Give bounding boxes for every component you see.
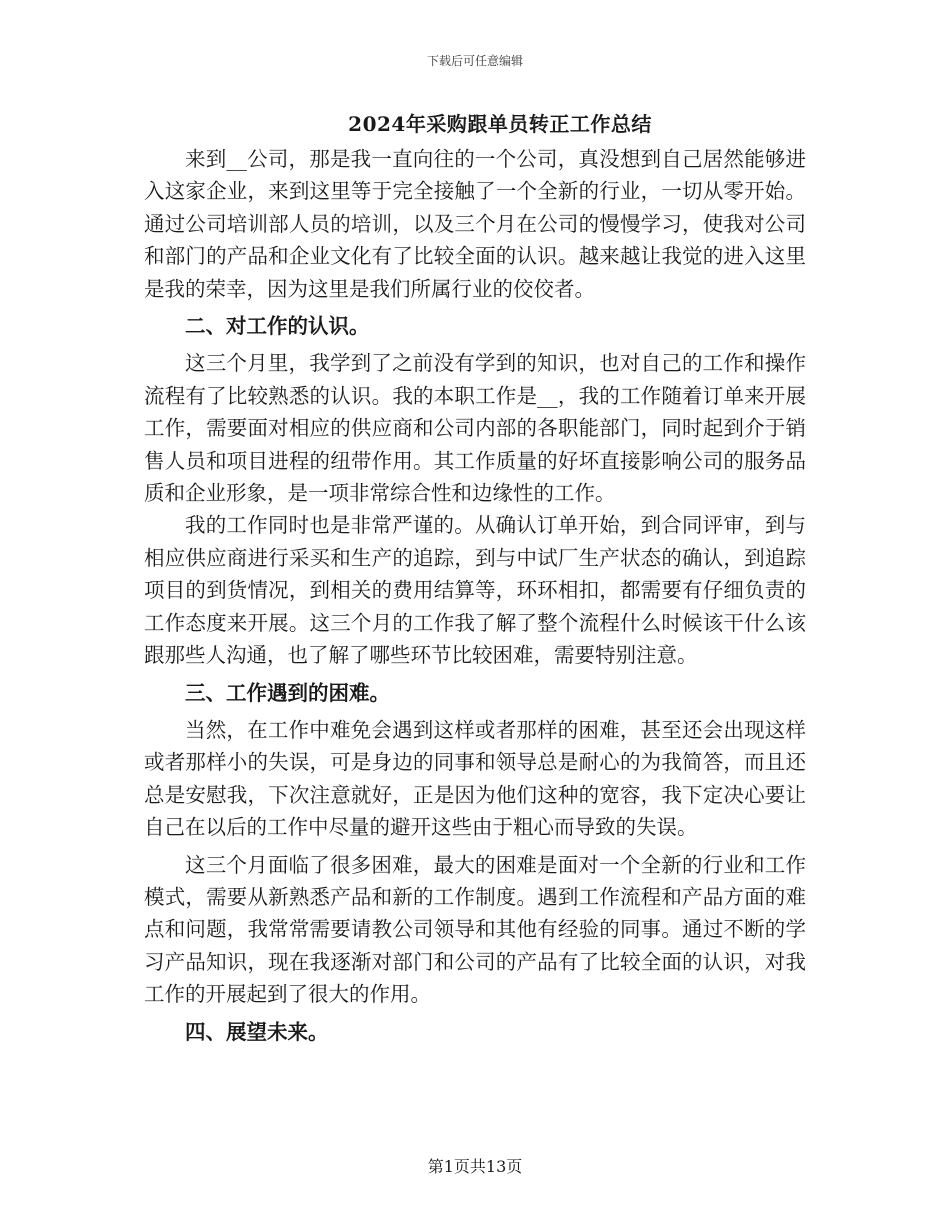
paragraph-mistakes: 当然，在工作中难免会遇到这样或者那样的困难，甚至还会出现这样或者那样小的失误，可是身边的同事和领导总是耐心的为我简答，而且还总是安慰我，下次注意就好，正是因为他们这种的宽容，我下定决心要让自己在以后的工作中尽量的避开这些由于粗心而导致的失误。	[144, 717, 806, 840]
document-body	[144, 143, 806, 1048]
paragraph-learning: 这三个月里，我学到了之前没有学到的知识，也对自己的工作和操作流程有了比较熟悉的认识。我的本职工作是__，我的工作随着订单来开展工作，需要面对相应的供应商和公司内部的各职能部门，同时起到介于销售人员和项目进程的纽带作用。其工作质量的好坏直接影响公司的服务品质和企业形象，是一项非常综合性和边缘性的工作。	[144, 351, 806, 506]
paragraph-challenges: 这三个月面临了很多困难，最大的困难是面对一个全新的行业和工作模式，需要从新熟悉产品和新的工作制度。遇到工作流程和产品方面的难点和问题，我常常需要请教公司领导和其他有经验的同事。通过不断的学习产品知识，现在我逐渐对部门和公司的产品有了比较全面的认识，对我工作的开展起到了很大的作用。	[144, 852, 806, 1007]
section-heading-outlook: 四、展望未来。	[185, 1019, 329, 1044]
section-heading-understanding: 二、对工作的认识。	[185, 314, 370, 339]
document-title: 2024年采购跟单员转正工作总结	[348, 112, 652, 136]
page-footer-number: 第1页共13页	[427, 1157, 523, 1176]
paragraph-intro: 来到__公司，那是我一直向往的一个公司，真没想到自己居然能够进入这家企业，来到这里等于完全接触了一个全新的行业，一切从零开始。通过公司培训部人员的培训，以及三个月在公司的慢慢学习，使我对公司和部门的产品和企业文化有了比较全面的认识。越来越让我觉的进入这里是我的荣幸，因为这里是我们所属行业的佼佼者。	[144, 147, 806, 301]
page-header-note: 下载后可任意编辑	[426, 54, 523, 68]
section-heading-difficulties: 三、工作遇到的困难。	[185, 680, 390, 705]
paragraph-rigor: 我的工作同时也是非常严谨的。从确认订单开始，到合同评审，到与相应供应商进行采买和生产的追踪，到与中试厂生产状态的确认，到追踪项目的到货情况，到相关的费用结算等，环环相扣，都需要有仔细负责的工作态度来开展。这三个月的工作我了解了整个流程什么时候该干什么该跟那些人沟通，也了解了哪些环节比较困难，需要特别注意。	[144, 513, 806, 668]
